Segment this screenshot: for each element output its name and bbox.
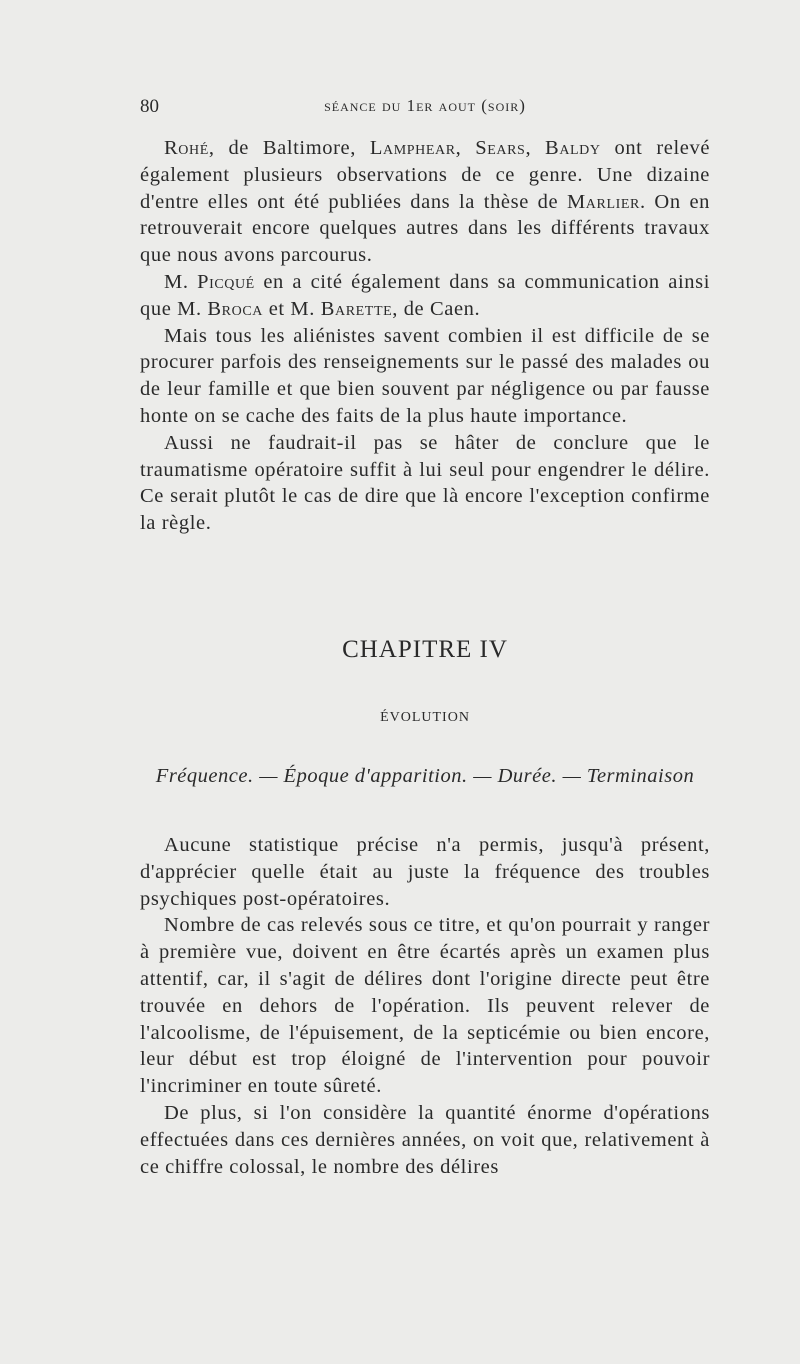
paragraph-authors: [140, 135, 710, 269]
author-name: Broca: [207, 297, 263, 320]
author-name: Marlier: [566, 190, 640, 213]
page-header: [140, 96, 710, 120]
bottom-text-block: [140, 832, 710, 1180]
paragraph-nombre-de-cas: Nombre de cas relevés sous ce titre, et qu'on pourrait y ranger à première vue, doivent en être écartés après un examen plus attentif, car, il s'agit de délires dont l'origine directe peut être trouvée en dehors de l'opération. Ils peuvent relever de l'alcoolisme, de l'épuisement, de la septicémie ou bien encore, leur début est trop éloigné de l'intervention pour pouvoir l'incriminer en toute sûreté.: [140, 914, 710, 1098]
running-head: séance du 1er aout (soir): [324, 96, 526, 115]
author-name: Baldy: [545, 137, 601, 159]
author-name: Picqué: [197, 270, 255, 293]
text-run: ,: [455, 137, 476, 159]
text-run: ont relevé également plusieurs observations de ce genre. Une dizaine d'entre elles ont été publiées dans la thèse de: [140, 137, 711, 213]
paragraph-de-plus: De plus, si l'on considère la quantité énorme d'opérations effectuées dans ces dernières années, on voit que, relativement à ce chiffre colossal, le nombre des délires: [140, 1101, 710, 1178]
text-run: , de Baltimore,: [208, 137, 370, 159]
chapter-topics: Fréquence. — Époque d'apparition. — Durée. — Terminaison: [155, 765, 695, 787]
text-run: en a cité également dans sa communication ainsi que M.: [140, 270, 711, 320]
chapter-title: CHAPITRE IV: [342, 636, 508, 663]
text-run: , de Caen.: [392, 297, 481, 320]
chapter-subtitle: ÉVOLUTION: [380, 710, 470, 725]
paragraph-alienistes: Mais tous les aliénistes savent combien il est difficile de se procurer parfois des renseignements sur le passé des malades ou de leur famille et que bien souvent par négligence ou par fausse honte on se cache des faits de la plus haute importance.: [140, 324, 710, 427]
text-run: M.: [164, 270, 198, 293]
page-number: 80: [140, 96, 159, 117]
text-run: ,: [525, 137, 546, 159]
author-name: Sears: [475, 137, 526, 159]
author-name: Lamphear: [369, 137, 456, 159]
paragraph-statistique: Aucune statistique précise n'a permis, jusqu'à présent, d'apprécier quelle était au juste la fréquence des troubles psychiques post-opératoires.: [140, 834, 710, 910]
text-run: . On en retrouverait encore quelques autres dans les différents travaux que nous avons parcourus.: [140, 190, 710, 267]
author-name: Rohé: [164, 137, 209, 159]
paragraph-picque: [140, 269, 710, 323]
text-run: et M.: [262, 297, 321, 320]
paragraph-conclusion: Aussi ne faudrait-il pas se hâter de conclure que le traumatisme opératoire suffit à lui seul pour engendrer le délire. Ce serait plutôt le cas de dire que là encore l'exception confirme la règle.: [140, 431, 710, 535]
top-text-block: [140, 135, 710, 537]
author-name: Barette: [320, 297, 393, 320]
